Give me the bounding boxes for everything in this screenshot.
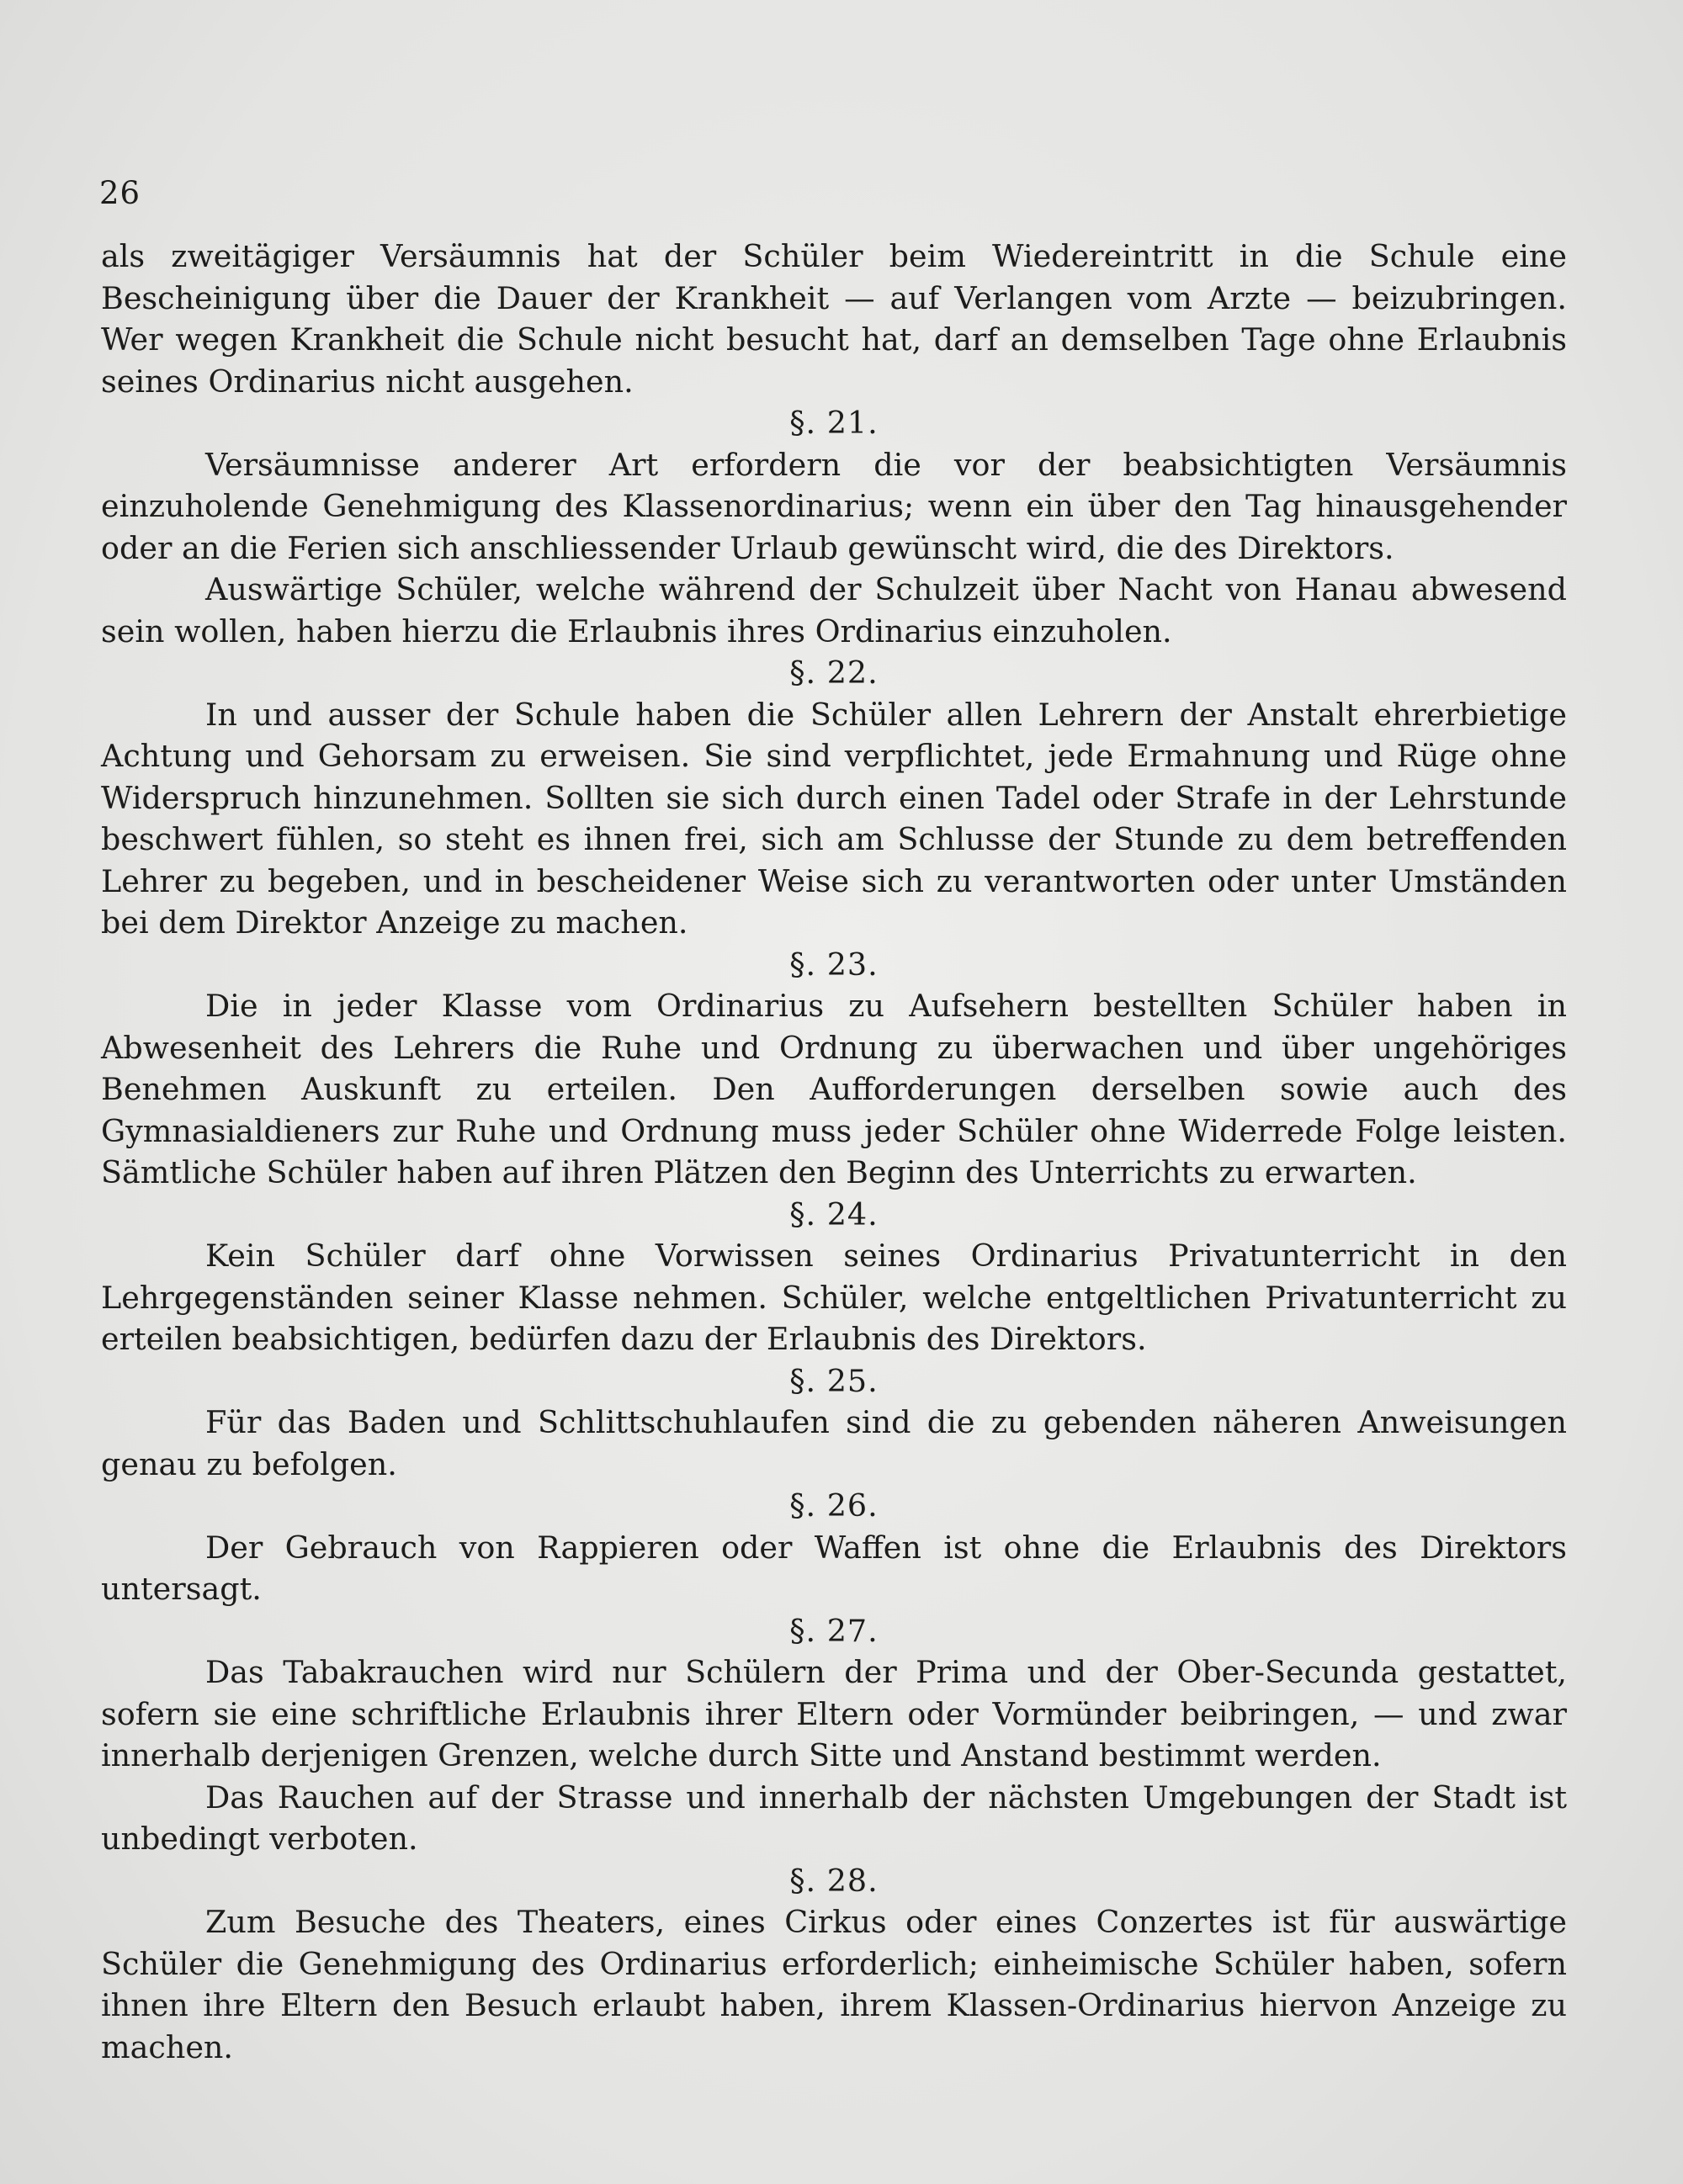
paragraph-22: In und ausser der Schule haben die Schüler allen Lehrern der Anstalt ehrerbietige Achtung und Gehorsam zu erweisen. Sie sind verpflichtet, jede Ermahnung und Rüge ohne Widerspruch hinzunehmen. Sollten sie sich durch einen Tadel oder Strafe in der Lehrstunde beschwert fühlen, so steht es ihnen frei, sich am Schlusse der Stunde zu dem betreffenden Lehrer zu begeben, und in bescheidener Weise sich zu verantworten oder unter Umständen bei dem Direktor Anzeige zu machen. [101,696,1567,941]
paragraph-21-b: Auswärtige Schüler, welche während der Schulzeit über Nacht von Hanau abwesend sein wollen, haben hierzu die Erlaubnis ihres Ordinarius einzuholen. [101,571,1567,649]
paragraph-21-a: Versäumnisse anderer Art erfordern die vor der beabsichtigten Versäumnis einzuholende Genehmigung des Klassenordinarius; wenn ein über den Tag hinausgehender oder an die Ferien sich anschliessender Urlaub gewünscht wird, die des Direktors. [101,446,1567,566]
paragraph-25: Für das Baden und Schlittschuhlaufen sind die zu gebenden näheren Anweisungen genau zu befolgen. [101,1404,1567,1482]
section-heading-23: §. 23. [789,946,879,983]
page-number: 26 [99,175,141,211]
paragraph-26: Der Gebrauch von Rappieren oder Waffen ist ohne die Erlaubnis des Direktors untersagt. [101,1529,1567,1607]
paragraph-23: Die in jeder Klasse vom Ordinarius zu Aufsehern bestellten Schüler haben in Abwesenheit des Lehrers die Ruhe und Ordnung zu überwachen und über ungehöriges Benehmen Auskunft zu erteilen. Den Aufforderungen derselben sowie auch des Gymnasialdieners zur Ruhe und Ordnung muss jeder Schüler ohne Widerrede Folge leisten. Sämtliche Schüler haben auf ihren Plätzen den Beginn des Unterrichts zu erwarten. [101,988,1567,1190]
paragraph-28: Zum Besuche des Theaters, eines Cirkus oder eines Conzertes ist für auswärtige Schüler die Genehmigung des Ordinarius erforderlich; einheimische Schüler haben, sofern ihnen ihre Eltern den Besuch erlaubt haben, ihrem Klassen-Ordinarius hiervon Anzeige zu machen. [101,1904,1567,2065]
paragraph-24: Kein Schüler darf ohne Vorwissen seines Ordinarius Privatunterricht in den Lehrgegenständen seiner Klasse nehmen. Schüler, welche entgeltlichen Privatunterricht zu erteilen beabsichtigen, bedürfen dazu der Erlaubnis des Direktors. [101,1238,1567,1357]
section-heading-21: §. 21. [789,405,879,441]
section-heading-28: §. 28. [789,1862,879,1899]
section-heading-26: §. 26. [789,1487,879,1524]
section-heading-24: §. 24. [789,1195,879,1232]
paragraph-continued: als zweitägiger Versäumnis hat der Schüler beim Wiedereintritt in die Schule eine Bescheinigung über die Dauer der Krankheit — auf Verlangen vom Arzte — beizubringen. Wer wegen Krankheit die Schule nicht besucht hat, darf an demselben Tage ohne Erlaubnis seines Ordinarius nicht ausgehen. [101,238,1567,400]
page-body [101,236,1567,2068]
section-heading-25: §. 25. [789,1362,879,1399]
paragraph-27-a: Das Tabakrauchen wird nur Schülern der Prima und der Ober-Secunda gestattet, sofern sie eine schriftliche Erlaubnis ihrer Eltern oder Vormünder beibringen, — und zwar innerhalb derjenigen Grenzen, welche durch Sitte und Anstand bestimmt werden. [101,1654,1567,1773]
section-heading-27: §. 27. [789,1612,879,1649]
section-heading-22: §. 22. [789,655,879,691]
paragraph-27-b: Das Rauchen auf der Strasse und innerhalb der nächsten Umgebungen der Stadt ist unbedingt verboten. [101,1778,1567,1857]
